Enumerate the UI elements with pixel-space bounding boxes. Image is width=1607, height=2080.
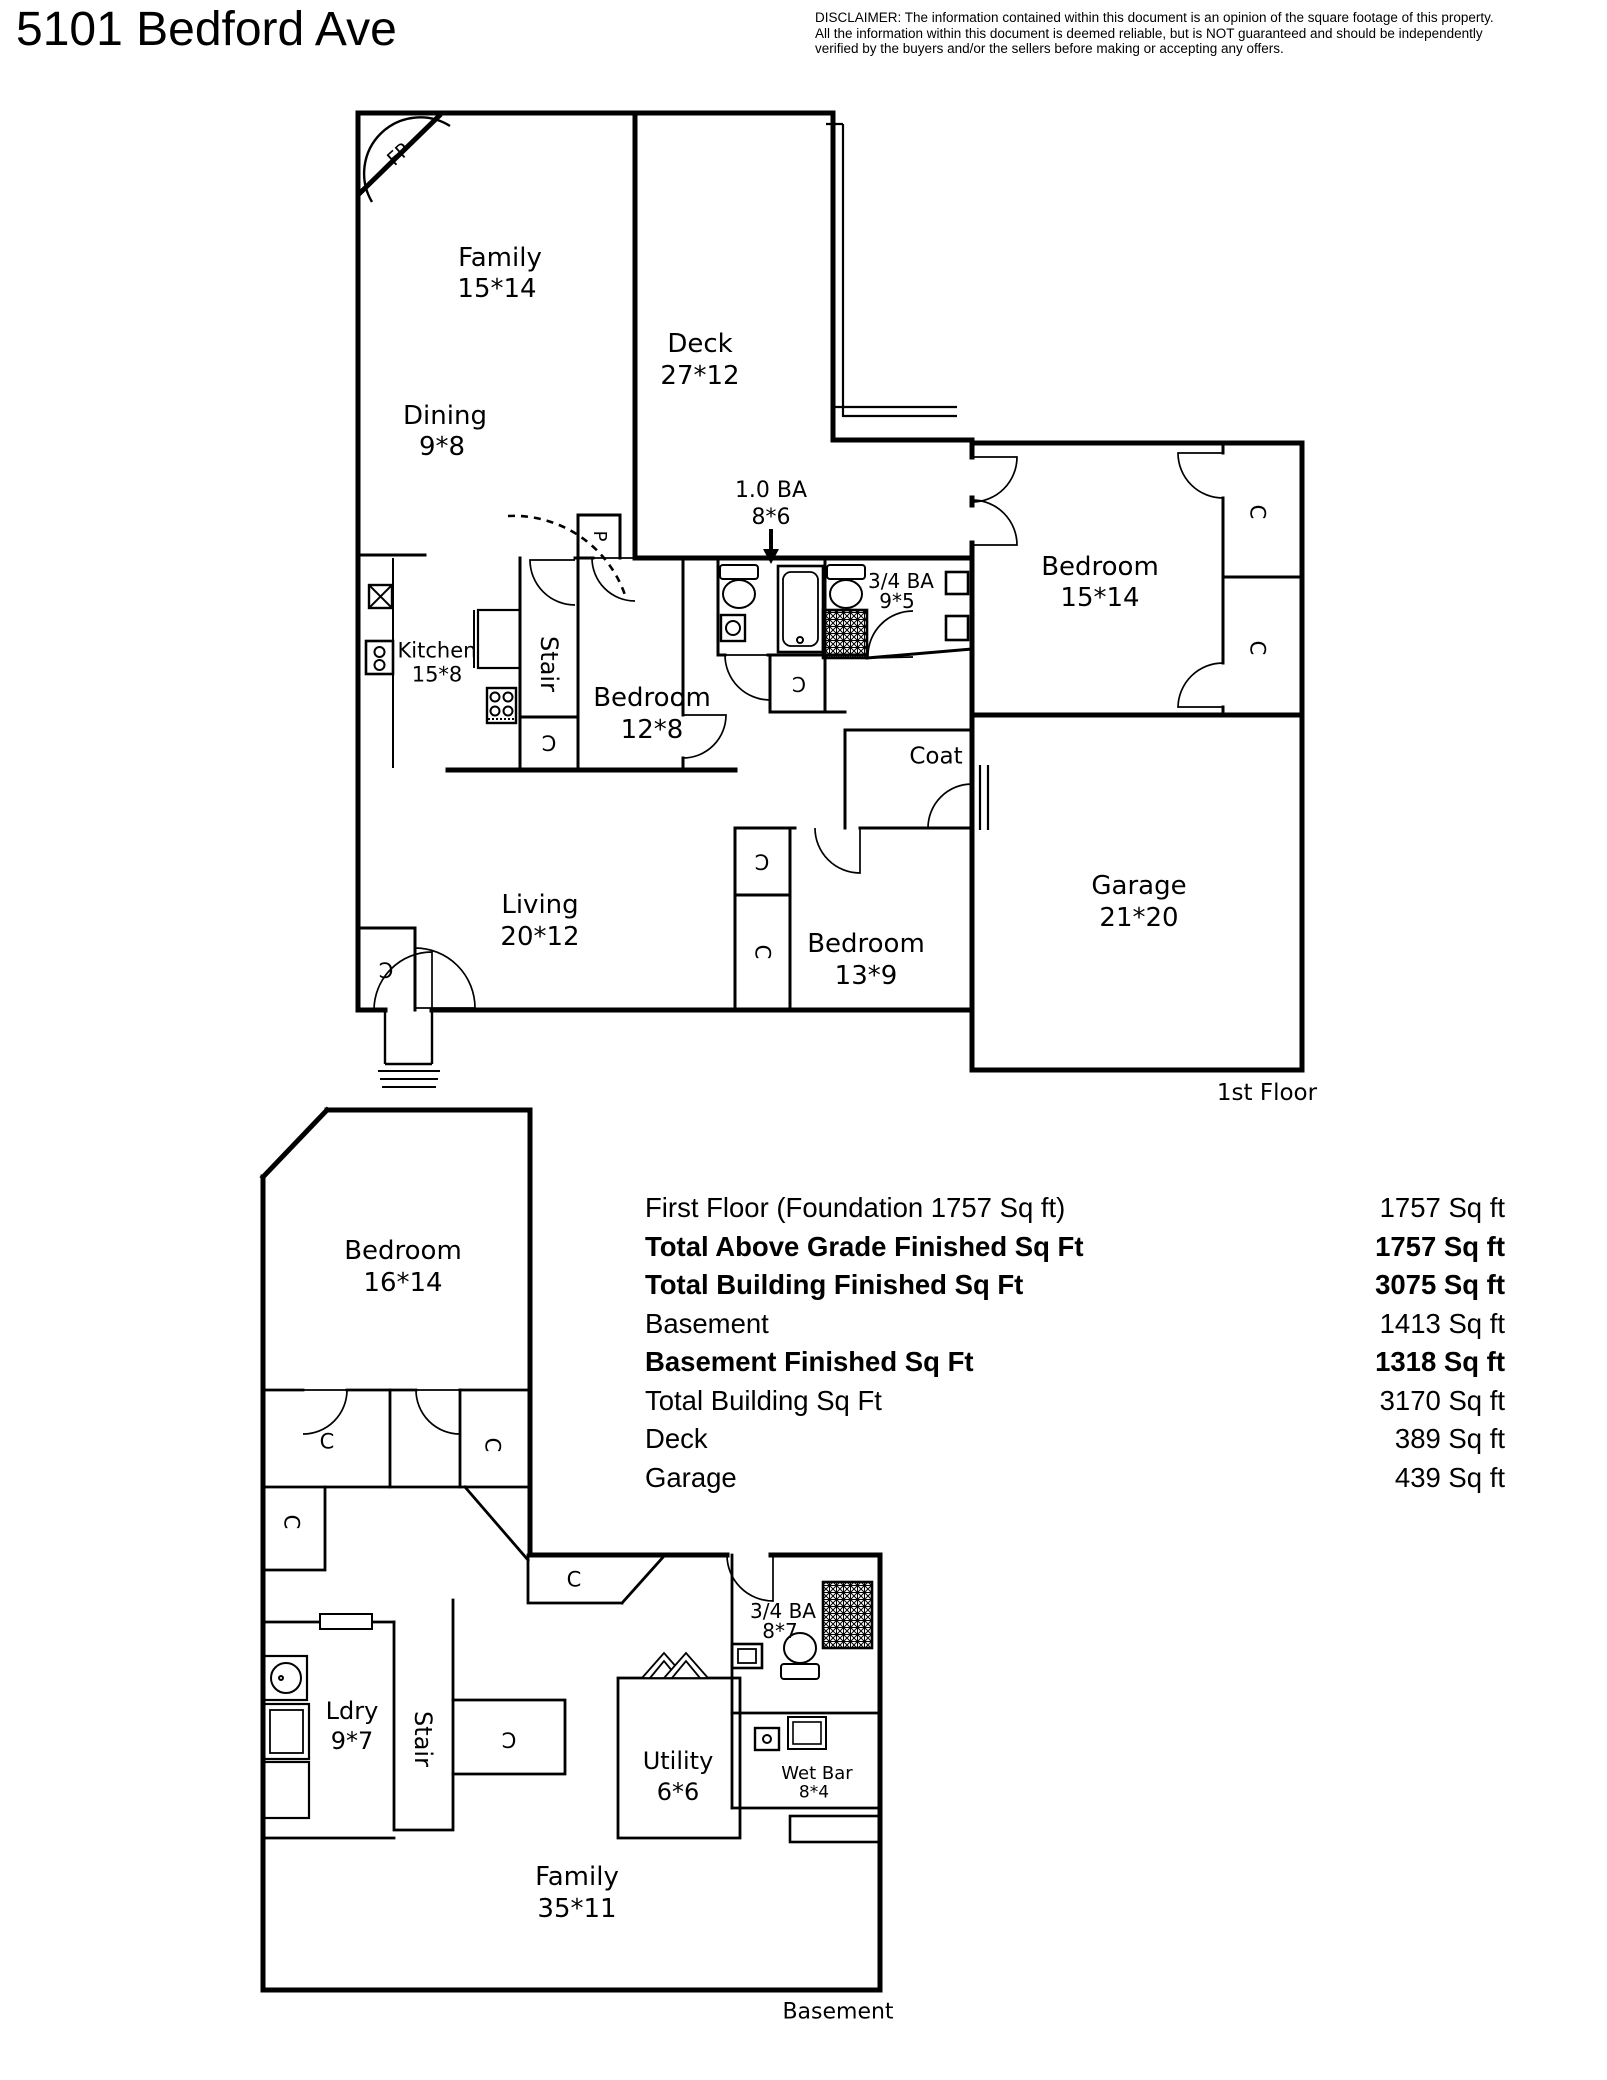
row-label: Basement <box>645 1307 769 1339</box>
basement-caption: Basement <box>782 1999 894 2025</box>
closet-marker: C <box>566 1567 582 1592</box>
room-dims-kitchen: 15*8 <box>411 662 463 687</box>
room-dims-family-1f: 15*14 <box>457 274 537 304</box>
room-dims-bedroom-13x9: 13*9 <box>834 961 898 991</box>
closet-marker: C <box>501 1727 517 1752</box>
row-label: Total Above Grade Finished Sq Ft <box>645 1230 1084 1262</box>
row-label: Garage <box>645 1461 737 1493</box>
disclaimer-line: verified by the buyers and/or the sellers before making or accepting any offers. <box>815 41 1284 56</box>
table-row <box>645 1420 1505 1459</box>
room-dims-laundry: 9*7 <box>330 1727 374 1755</box>
front-porch-steps <box>378 1010 440 1087</box>
room-label-stair-bsmt: Stair <box>409 1711 437 1767</box>
closet-marker: C <box>1245 640 1270 656</box>
garage-door-jamb <box>980 765 988 830</box>
room-label-three-quarter-bath-1f: 3/4 BA <box>868 569 934 593</box>
room-dims-utility: 6*6 <box>656 1778 700 1806</box>
closet-marker: C <box>754 849 770 874</box>
table-row <box>645 1228 1505 1267</box>
pocket-door <box>320 1614 372 1629</box>
closet-marker: C <box>480 1437 505 1453</box>
table-row <box>645 1305 1505 1344</box>
room-dims-bedroom-bsmt: 16*14 <box>363 1268 443 1298</box>
room-label-bedroom-13x9: Bedroom <box>807 929 925 959</box>
row-value: 439 Sq ft <box>1394 1461 1505 1493</box>
room-label-three-quarter-bath-bsmt: 3/4 BA <box>750 1599 816 1623</box>
disclaimer-line: All the information within this document is deemed reliable, but is NOT guaranteed and should be independently <box>815 25 1483 41</box>
room-label-coat: Coat <box>909 743 963 770</box>
room-dims-three-quarter-bath-bsmt: 8*7 <box>762 1619 798 1643</box>
table-row <box>645 1266 1505 1305</box>
room-dims-full-bath: 8*6 <box>751 505 791 530</box>
room-label-stair-1f: Stair <box>535 636 563 692</box>
room-dims-garage: 21*20 <box>1099 903 1179 933</box>
room-label-family-bsmt: Family <box>535 1862 619 1892</box>
room-label-bedroom-12x8: Bedroom <box>593 683 711 713</box>
row-label: Basement Finished Sq Ft <box>645 1346 974 1378</box>
disclaimer-line: DISCLAIMER: The information contained within this document is an opinion of the square footage of this property. <box>815 10 1494 25</box>
room-label-living: Living <box>501 890 579 920</box>
room-label-dining: Dining <box>403 401 487 431</box>
page-title: 5101 Bedford Ave <box>16 3 397 56</box>
row-label: Total Building Finished Sq Ft <box>645 1269 1024 1301</box>
table-row <box>645 1382 1505 1421</box>
closet-marker: C <box>750 944 775 960</box>
room-label-bedroom-15x14: Bedroom <box>1041 552 1159 582</box>
closet-marker: C <box>541 730 557 755</box>
pantry-label: P <box>589 530 610 542</box>
room-dims-living: 20*12 <box>500 922 580 952</box>
room-label-family-1f: Family <box>458 243 542 273</box>
row-label: First Floor (Foundation 1757 Sq ft) <box>645 1192 1066 1224</box>
row-value: 1318 Sq ft <box>1375 1346 1505 1378</box>
deck-railing <box>826 124 957 417</box>
table-row <box>645 1189 1505 1228</box>
first-floor-caption: 1st Floor <box>1216 1080 1318 1106</box>
utility-hvac-icon <box>642 1653 708 1678</box>
row-value: 3075 Sq ft <box>1375 1269 1505 1301</box>
room-label-laundry: Ldry <box>325 1697 379 1725</box>
room-label-utility: Utility <box>642 1747 714 1775</box>
closet-marker: C <box>279 1514 304 1530</box>
table-row <box>645 1343 1505 1382</box>
room-label-kitchen: Kitchen <box>397 638 477 663</box>
row-label: Deck <box>645 1423 708 1455</box>
row-label: Total Building Sq Ft <box>645 1384 882 1416</box>
row-value: 1413 Sq ft <box>1379 1307 1505 1339</box>
room-dims-wet-bar: 8*4 <box>798 1782 830 1803</box>
room-label-deck: Deck <box>667 329 733 359</box>
table-row <box>645 1459 1505 1498</box>
laundry-fixtures <box>264 1656 309 1818</box>
room-label-bedroom-bsmt: Bedroom <box>344 1236 462 1266</box>
row-value: 1757 Sq ft <box>1375 1230 1505 1262</box>
closet-marker: C <box>319 1429 335 1454</box>
disclaimer-text <box>815 10 1494 57</box>
closet-marker: C <box>792 672 806 696</box>
closet-marker: C <box>378 957 394 982</box>
closet-marker: C <box>1245 504 1270 520</box>
row-value: 389 Sq ft <box>1394 1423 1505 1455</box>
room-dims-bedroom-12x8: 12*8 <box>620 715 684 745</box>
sqft-table <box>645 1189 1505 1497</box>
row-value: 3170 Sq ft <box>1379 1384 1505 1416</box>
fireplace-label: FP <box>382 138 415 171</box>
room-dims-family-bsmt: 35*11 <box>537 1894 617 1924</box>
room-label-full-bath: 1.0 BA <box>734 478 808 503</box>
room-label-garage: Garage <box>1091 871 1187 901</box>
room-dims-bedroom-15x14: 15*14 <box>1060 583 1140 613</box>
room-label-wet-bar: Wet Bar <box>781 1763 853 1784</box>
row-value: 1757 Sq ft <box>1379 1192 1505 1224</box>
room-dims-deck: 27*12 <box>660 361 740 391</box>
room-dims-dining: 9*8 <box>418 432 466 462</box>
full-bath-fixtures <box>720 565 823 652</box>
room-dims-three-quarter-bath-1f: 9*5 <box>879 589 915 613</box>
